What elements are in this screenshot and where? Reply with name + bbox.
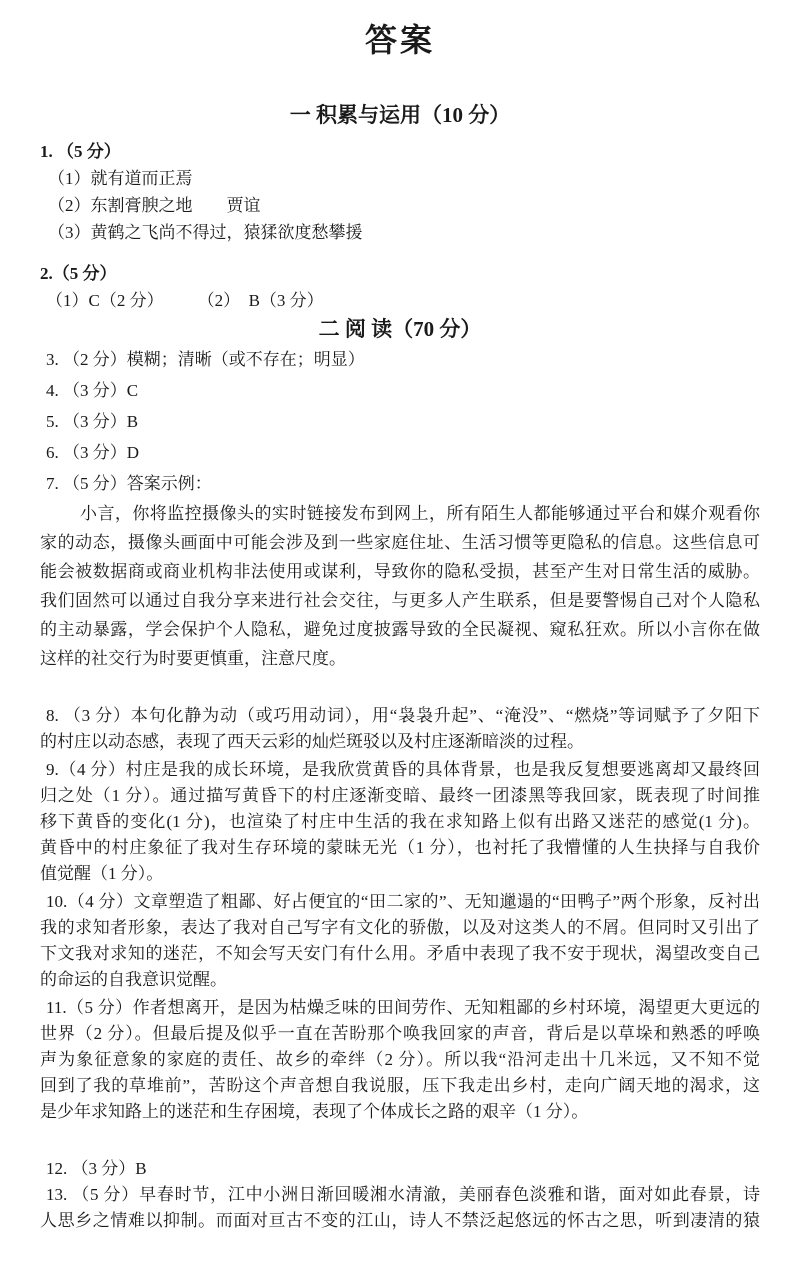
- q6-answer: 6. （3 分）D: [46, 443, 140, 462]
- q13-answer: [40, 1182, 760, 1234]
- q10-line: 10.（4 分）文章塑造了粗鄙、好占便宜的“田二家的”、无知邋遢的“田鸭子”两个形象，反衬出: [46, 892, 760, 911]
- q8-line: 8. （3 分）本句化静为动（或巧用动词），用“袅袅升起”、“淹没”、“燃烧”等词赋予了夕阳下: [46, 706, 760, 725]
- q10-line: 我的求知者形象，表达了我对自己写字有文化的骄傲，以及对这类人的不屑。但同时又引出了: [40, 918, 760, 937]
- q1-label: 1. （5 分）: [40, 142, 121, 161]
- q4-answer: 4. （3 分）C: [46, 381, 139, 400]
- page-title: 答案: [364, 22, 435, 58]
- q7-line: 能会被数据商或商业机构非法使用或谋利，导致你的隐私受损，甚至产生对日常生活的威胁。: [40, 562, 760, 581]
- q11-line: 声为象征意象的家庭的责任、故乡的牵绊（2 分）。所以我“沿河走出十几米远，又不知不觉: [40, 1050, 760, 1069]
- q8-answer: [40, 703, 760, 755]
- q7-sample-answer: [40, 499, 760, 673]
- q11-line: 世界（2 分）。但最后提及似乎一直在苦盼那个唤我回家的声音，背后是以草垛和熟悉的呼唤: [40, 1024, 760, 1043]
- q9-line: 9.（4 分）村庄是我的成长环境，是我欣赏黄昏的具体背景，也是我反复想要逃离却又最终回: [46, 760, 760, 779]
- q9-line: 值觉醒（1 分）。: [40, 864, 164, 883]
- q13-line: 人思乡之情难以抑制。而面对亘古不变的江山，诗人不禁泛起悠远的怀古之思，听到凄清的猿: [40, 1211, 760, 1230]
- q9-answer: [40, 757, 760, 887]
- q7-line: 这样的社交行为时要更慎重，注意尺度。: [40, 649, 346, 668]
- q1-item-2: （2）东割膏腴之地 贾谊: [48, 196, 261, 215]
- q10-line: 的命运的自我意识觉醒。: [40, 970, 227, 989]
- q1-items: [40, 165, 760, 246]
- q9-line: 归之处（1 分）。通过描写黄昏下的村庄逐渐变暗、最终一团漆黑等我回家，既表现了时间推: [40, 786, 760, 805]
- section-two-heading: 二 阅 读（70 分）: [318, 317, 482, 341]
- q7-line: 的主动暴露，学会保护个人隐私，避免过度披露导致的全民凝视、窥私狂欢。所以小言你在做: [40, 620, 760, 639]
- q2-answers: （1）C（2 分） （2） B（3 分）: [46, 291, 324, 310]
- q13-line: 13. （5 分）早春时节，江中小洲日渐回暖湘水清澈，美丽春色淡雅和谐，面对如此春景，诗: [46, 1185, 760, 1204]
- q8-line: 的村庄以动态感，表现了西天云彩的灿烂斑驳以及村庄逐渐暗淡的过程。: [40, 732, 584, 751]
- q11-line: 11.（5 分）作者想离开，是因为枯燥乏味的田间劳作、无知粗鄙的乡村环境，渴望更大更远的: [46, 998, 760, 1017]
- q7-line: 家的动态，摄像头画面中可能会涉及到一些家庭住址、生活习惯等更隐私的信息。这些信息可: [40, 533, 760, 552]
- q3-answer: 3. （2 分）模糊；清晰（或不存在；明显）: [46, 350, 365, 369]
- q5-answer: 5. （3 分）B: [46, 412, 139, 431]
- q1-item-3: （3）黄鹤之飞尚不得过，猿猱欲度愁攀援: [48, 223, 363, 242]
- q12-answer: 12. （3 分）B: [46, 1159, 147, 1178]
- q9-line: 移下黄昏的变化(1 分)，也渲染了村庄中生活的我在求知路上似有出路又迷茫的感觉(1 分)。: [40, 812, 760, 831]
- q10-line: 下文我对求知的迷茫，不知会写天安门有什么用。矛盾中表现了我不安于现状，渴望改变自己: [40, 944, 760, 963]
- section-one-heading: 一 积累与运用（10 分）: [289, 103, 511, 127]
- q7-line: 小言，你将监控摄像头的实时链接发布到网上，所有陌生人都能够通过平台和媒介观看你: [80, 504, 760, 523]
- q10-answer: [40, 889, 760, 993]
- q11-answer: [40, 995, 760, 1125]
- q9-line: 黄昏中的村庄象征了我对生存环境的蒙昧无光（1 分），也衬托了我懵懂的人生抉择与自我价: [40, 838, 760, 857]
- q2-label: 2.（5 分）: [40, 264, 117, 283]
- q11-line: 是少年求知路上的迷茫和生存困境，表现了个体成长之路的艰辛（1 分）。: [40, 1102, 589, 1121]
- q1-item-1: （1）就有道而正焉: [48, 169, 193, 188]
- q7-label: 7. （5 分）答案示例：: [46, 474, 212, 493]
- q7-line: 我们固然可以通过自我分享来进行社会交往，与更多人产生联系，但是要警惕自己对个人隐私: [40, 591, 760, 610]
- q11-line: 回到了我的草堆前”，苦盼这个声音想自我说服，压下我走出乡村，走向广阔天地的渴求，这: [40, 1076, 760, 1095]
